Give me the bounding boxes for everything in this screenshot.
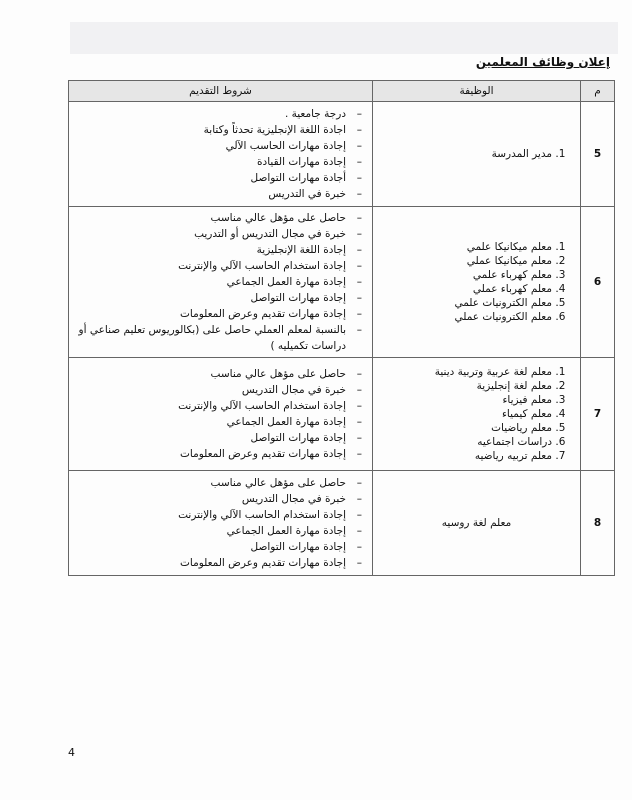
requirement-item: – إجادة مهارات تقديم وعرض المعلومات (77, 555, 346, 571)
jobs-table (68, 80, 615, 576)
job-item: 1. مدير المدرسة (381, 147, 552, 161)
page-number: 4 (68, 746, 75, 759)
job-item: 3. معلم كهرباء علمي (381, 268, 552, 282)
job-cell: معلم لغة روسيه (373, 471, 581, 576)
row-number: 7 (581, 358, 615, 471)
requirement-item: – إجادة مهارات الحاسب الآلي (77, 138, 346, 154)
table-header-row (69, 81, 615, 102)
header-job: الوظيفة (373, 81, 581, 102)
job-item: 5. معلم رياضيات (381, 421, 552, 435)
row-number: 8 (581, 471, 615, 576)
requirements-cell (69, 102, 373, 207)
requirement-item: – خبرة في مجال التدريس (77, 382, 346, 398)
document-title: إعلان وظائف المعلمين (475, 55, 610, 69)
job-cell (373, 358, 581, 471)
requirements-cell (69, 207, 373, 358)
requirement-item: – حاصل على مؤهل عالي مناسب (77, 366, 346, 382)
job-item: 1. معلم ميكانيكا علمي (381, 240, 552, 254)
header-requirements: شروط التقديم (69, 81, 373, 102)
job-cell (373, 102, 581, 207)
job-item: 7. معلم تربيه رياضيه (381, 449, 552, 463)
requirement-item: – إجادة مهارة العمل الجماعي (77, 274, 346, 290)
job-item: 1. معلم لغة عربية وتربية دينية (381, 365, 552, 379)
job-item: 2. معلم ميكانيكا عملي (381, 254, 552, 268)
requirement-item: – حاصل على مؤهل عالي مناسب (77, 210, 346, 226)
table-row (69, 102, 615, 207)
requirement-item: – إجادة مهارات تقديم وعرض المعلومات (77, 306, 346, 322)
requirement-item: – اجادة اللغة الإنجليزية تحدثاً وكتابة (77, 122, 346, 138)
row-number: 5 (581, 102, 615, 207)
requirements-cell (69, 471, 373, 576)
job-item: 6. دراسات اجتماعيه (381, 435, 552, 449)
requirement-item: – بالنسبة لمعلم العملي حاصل على (بكالوريوس تعليم صناعي أو دراسات تكميليه ) (77, 322, 346, 354)
requirement-item: – إجادة مهارات التواصل (77, 290, 346, 306)
job-item: 4. معلم كهرباء عملي (381, 282, 552, 296)
requirement-item: – إجادة استخدام الحاسب الآلي والإنترنت (77, 507, 346, 523)
requirement-item: – أجادة مهارات التواصل (77, 170, 346, 186)
requirement-item: – حاصل على مؤهل عالي مناسب (77, 475, 346, 491)
requirement-item: – إجادة مهارات تقديم وعرض المعلومات (77, 446, 346, 462)
requirement-item: – إجادة مهارات التواصل (77, 539, 346, 555)
requirement-item: – خبرة في التدريس (77, 186, 346, 202)
requirements-cell (69, 358, 373, 471)
row-number: 6 (581, 207, 615, 358)
requirement-item: – إجادة مهارة العمل الجماعي (77, 523, 346, 539)
table-row (69, 358, 615, 471)
job-item: 5. معلم الكترونيات علمي (381, 296, 552, 310)
requirement-item: – إجادة مهارة العمل الجماعي (77, 414, 346, 430)
requirement-item: – إجادة مهارات التواصل (77, 430, 346, 446)
header-num: م (581, 81, 615, 102)
table-row (69, 207, 615, 358)
requirement-item: – خبرة في مجال التدريس أو التدريب (77, 226, 346, 242)
requirement-item: – خبرة في مجال التدريس (77, 491, 346, 507)
requirement-item: – إجادة استخدام الحاسب الآلي والإنترنت (77, 398, 346, 414)
requirement-item: – إجادة اللغة الإنجليزية (77, 242, 346, 258)
job-item: 6. معلم الكترونيات عملي (381, 310, 552, 324)
requirement-item: – إجادة مهارات القيادة (77, 154, 346, 170)
header-band (70, 22, 618, 54)
table-row (69, 471, 615, 576)
job-item: 3. معلم فيزياء (381, 393, 552, 407)
job-item: 2. معلم لغة إنجليزية (381, 379, 552, 393)
job-item: 4. معلم كيمياء (381, 407, 552, 421)
requirement-item: – إجادة استخدام الحاسب الآلي والإنترنت (77, 258, 346, 274)
job-cell (373, 207, 581, 358)
requirement-item: – درجة جامعية . (77, 106, 346, 122)
